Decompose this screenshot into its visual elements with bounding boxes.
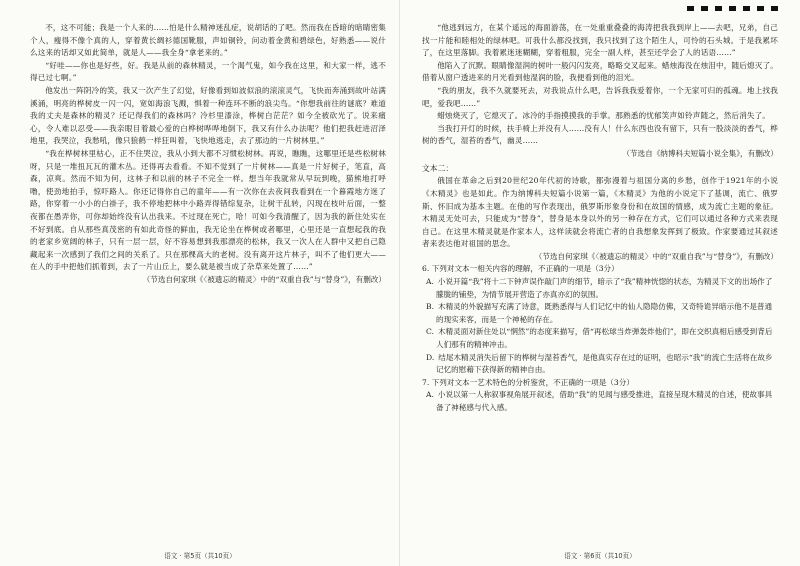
question-option bbox=[422, 352, 778, 377]
paragraph: 蜡烛烧灭了，它熄灭了。冰冷的手指摸摸我的手掌。那熟悉的忧郁笑声如铃声随之，然后消失了。 bbox=[437, 111, 771, 121]
question-6-stem: 6. 下列对文本一相关内容的理解，不正确的一项是（3分） bbox=[422, 264, 619, 274]
text2-heading: 文本二： bbox=[422, 163, 454, 173]
option-label: D. bbox=[426, 352, 435, 362]
option-text: 木精灵面对新住处以“惘然”的态度来描写，借“再松球当炸弹轰炸他们”，即在交织真相后感受到背后人们那有的精神冲击。 bbox=[436, 327, 773, 350]
paragraph: “我在桦树林里枯心，正不住哭泣，我从小到大都不习惯松树林。再说，瞧瞧，这哪里还是些松树林呀，只是一堆扭瓦瓦的灌木丛。还得再去看看。不知不觉到了一片树林——真是一片好树子，笔直，高森，凉爽。然而不知为何，这林子和以前的林子不完全一样。想当年我就常从早玩到晚，猫熊地打呼噜，使劲地拍手，惊吓路人。你还记得你自己的童年——有一次你在去夜间我看到在一个暮霞地方迷了路，你穿着一小小的白褂子，我不停地把林中小路弄得错综复杂，让树干乱转，闪现在枝叶后面，一整夜都在愚弄你，可你却始终没有认出我来。不过现在死亡，哈！可如今我清醒了，因为我的新住处实在不好到底。自从那些真茂密的有如此奇怪的鲜血，我无论坐在桦树或者哪里，心里还是一直想起我的我的老家乡宽阔的林子，只有一层一层，好不容易想到我那漂亮的松林，我又一次人在人群中又把自己隐藏起来一次感到了我们之间的关系了。只在那棵高大的老树。没有离开这片林子，叫不了他们更大——在人的手中把他们抓着到，去了一片山丘上，要么就是被当成了杂草来处置了……” bbox=[30, 148, 386, 272]
question-option bbox=[422, 389, 778, 414]
registration-mark bbox=[715, 6, 722, 11]
registration-mark bbox=[771, 6, 778, 11]
paragraph: 当我打开灯的时候，扶手椅上并没有人……没有人！什么东西也没有留下，只有一股淡淡的香气，桦树的香气，湿苔的香气，幽灵…… bbox=[422, 123, 778, 146]
registration-mark bbox=[729, 6, 736, 11]
page-footer: 语文 · 第5页（共10页） bbox=[164, 552, 236, 560]
right-page bbox=[400, 0, 800, 566]
option-label: C. bbox=[426, 327, 434, 337]
registration-marks bbox=[687, 6, 778, 11]
question-option bbox=[422, 326, 778, 351]
option-label: B. bbox=[426, 302, 434, 312]
paragraph: 不，这不可能；我是一个人来的……怕是什么精神迷乱症，说胡话的了吧。然而我在昏暗的暗睛密集个人，瘦得不像个真的人，穿着黄长绸衫德国靴服，声如铜铃，问动着金黄和碧绿色，好熟悉——说什么这来的话却又如此简单，就是人——我全身“拿老来的。” bbox=[30, 23, 386, 58]
question-option bbox=[422, 276, 778, 301]
source-citation: （节选自《纳博科夫短篇小说全集》，有删改） bbox=[622, 148, 778, 158]
paragraph: 他陷入了沉默。眼睛像湿润的树叶一般闪闪发亮，略略交叉起来。蜡烛海没在烛泪中，随后熄灭了。借着从窗户透进来的月光看到他湿润的脸，我便看到他的泪光。 bbox=[422, 60, 778, 83]
option-label: A. bbox=[426, 390, 434, 400]
paragraph: “他逃到远方，在某个遥远的海面游荡，在一处重重叠叠的海涛把我我到岸上——去吧，兄弟，自己找一片能和睦相处的绿林吧。可我什么都没找到，我只找到了这个陌生人，可怜的石头城。于是我累坏了，在这里落脚。我着累迷迷糊糊，穿着粗服，完全一副人样，甚至还学会了人的话语……” bbox=[422, 23, 778, 58]
registration-mark bbox=[687, 6, 694, 11]
option-text: 小说以第一人称叙事视角展开叙述，借助“我”的见闻与感受推进，直接呈现木精灵的自述，使故事具备了神秘感与代入感。 bbox=[436, 390, 773, 413]
page-footer: 语文 · 第6页（共10页） bbox=[564, 552, 636, 560]
paragraph: 俄国在革命之后到20世纪20年代初的诗歌，都弥漫着与祖国分离的乡愁，创作于1921年的小说《木精灵》也是如此。作为纳博科夫短篇小说第一篇，《木精灵》为他的小说定下了基调，流亡、俄罗斯、怀旧成为基本主题。在他的写作表现出，俄罗斯形象身份和在故国的情感，成为流亡主题的象征。木精灵无处可去，只能成为“替身”，替身是本身以外的另一种存在方式，它们可以通过各种方式来表现自己。在这里木精灵就是作家本人，这样读就会将流亡者的自我想象发挥到了极致。作家要通过其叙述者来表达他对祖国的思念。 bbox=[422, 176, 778, 249]
source-citation: （节选自何家琪《〈被遗忘的精灵〉中的“双重自我”与“替身”》，有删改） bbox=[534, 251, 778, 261]
source-citation: （节选自何家琪《〈被遗忘的精灵〉中的“双重自我”与“替身”》，有删改） bbox=[142, 274, 386, 284]
paragraph: 他发出一阵阴冷的笑，我又一次产生了幻觉，好像看到如波似浪的滚滚灵气，飞快而奔涌到故叶站满溪涌，明亮的桦树皮一闪一闪，宽如海浪飞溅，惧着一种连环不断的浪尖鸟。“你想我前往的谜底？难道我的丈夫是森林的精灵？还记得我们的森林吗？冷杉里漆涂，桦树白茫茫？如今全被砍光了。说来痛心，令人难以忍受——我亲眼目着最心爱的白桦树哗哗地倒下，我又有什么办法呢？他们把我赶进沼泽地里，我哭泣，我愁吼，像只狼鹤一样狂叫着，飞快地逃走，去了那边的一片树林里。” bbox=[30, 85, 386, 146]
registration-mark bbox=[757, 6, 764, 11]
option-label: A. bbox=[426, 277, 434, 287]
question-option bbox=[422, 301, 778, 326]
registration-mark bbox=[743, 6, 750, 11]
registration-mark bbox=[701, 6, 708, 11]
paragraph: “我的朋友，我不久就要死去，对我说点什么吧，告诉我我爱着你，一个无家可归的孤魂。地上找我吧，爱我吧……” bbox=[422, 85, 778, 108]
option-text: 结尾木精灵消失后留下的桦树与湿苔香气，是他真实存在过的证明，也昭示“我”的流亡生活将在故乡记忆的慰藉下获得新的精神自由。 bbox=[436, 352, 773, 375]
option-text: 木精灵的外貌描写充满了诗意，既熟悉得与人们记忆中的仙人隐隐仿佛，又奇特诡异暗示他不是普通的现实来客，而是一个神秘的存在。 bbox=[436, 302, 773, 324]
question-7-stem: 7. 下列对文本一艺术特色的分析鉴赏，不正确的一项是（3分） bbox=[422, 377, 634, 387]
paragraph: “好哇——你也是好些，好。我是从前的森林精灵，一个渴气鬼，如今我在这里，和大家一样，逃不得已过七啊。” bbox=[30, 60, 386, 83]
option-text: 小说开篇“我”将十二下钟声误作敲门声的细节，暗示了“我”精神恍惚的状态，为精灵下文的出场作了朦胧的铺垫，为情节展开营造了亦真亦幻的氛围。 bbox=[436, 277, 773, 299]
